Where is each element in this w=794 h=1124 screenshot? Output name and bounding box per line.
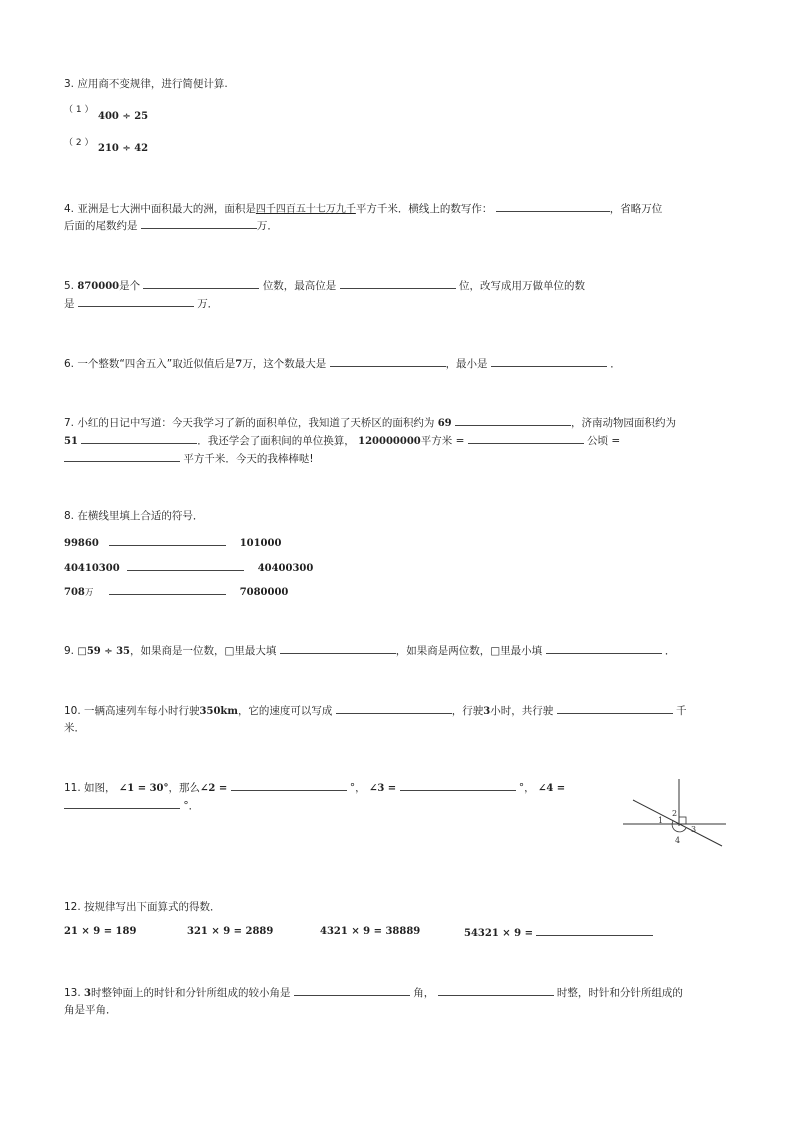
- q8-row2-left: 40410300: [64, 563, 120, 574]
- q7-blank-3[interactable]: [468, 433, 584, 444]
- q4-text-e: 万．: [256, 220, 278, 232]
- q10-blank-2[interactable]: [557, 703, 673, 714]
- q5-blank-2[interactable]: [340, 278, 456, 289]
- q6-text-a: 6. 一个整数“四舍五入”取近似值后是: [64, 358, 236, 370]
- q11-angle3-label: ∠3 =: [368, 783, 397, 794]
- q3-item1-expression: 400 ÷ 25: [98, 111, 149, 122]
- q6-blank-2[interactable]: [491, 356, 607, 367]
- q7-text-c: ．我还学会了面积间的单位换算，: [197, 435, 355, 447]
- q12-equation-4: 54321 × 9 =: [464, 928, 533, 939]
- q7-text-b: ，济南动物园面积约为: [570, 417, 676, 429]
- q7-line1: [64, 415, 676, 431]
- q4-text-a: 4. 亚洲是七大洲中面积最大的洲，面积是: [64, 203, 256, 215]
- q6-text-c: ，最小是: [445, 358, 488, 370]
- q11-angle2-label: ∠2 =: [200, 783, 228, 794]
- q10-text-a: 10. 一辆高速列车每小时行驶: [64, 705, 200, 717]
- q6-text-d: ．: [610, 358, 621, 370]
- q8-row3-unit: 万: [84, 588, 94, 598]
- q11-line1: [64, 780, 565, 796]
- q9-line: [64, 643, 675, 659]
- q12-equation-3: 4321 × 9 = 38889: [320, 926, 421, 937]
- q5-text-b: 是个: [119, 280, 141, 292]
- q6-blank-1[interactable]: [330, 356, 446, 367]
- q11-text-d: °，: [518, 782, 535, 794]
- q13-text-d: 时整，时针和分针所组成的: [556, 987, 683, 999]
- q9-expression: □59 ÷ 35: [77, 646, 130, 657]
- q8-row3-right: 7080000: [239, 587, 289, 598]
- q13-text-c: 角，: [413, 987, 435, 999]
- q7-line3: [64, 451, 314, 466]
- q11-blank-2[interactable]: [400, 780, 516, 791]
- q7-line2: [64, 433, 620, 449]
- q11-angle-figure: [618, 776, 730, 848]
- q8-row-1: [64, 535, 281, 551]
- q7-number-3: 120000000: [358, 436, 421, 447]
- q8-row1-left: 99860: [64, 538, 99, 549]
- q7-number-1: 69: [437, 418, 452, 429]
- q10-blank-1[interactable]: [336, 703, 452, 714]
- q11-line2: [64, 798, 199, 813]
- q12-equation-4-row: [464, 925, 653, 941]
- q4-underlined-number: 四千四百五十七万九千: [255, 204, 356, 215]
- q9-blank-2[interactable]: [546, 643, 662, 654]
- q4-blank-1[interactable]: [496, 201, 610, 212]
- q3-item1-number: （ 1 ）: [64, 105, 94, 115]
- q8-row3-left: 708: [64, 587, 85, 598]
- q8-row-3: [64, 584, 288, 600]
- q4-text-b: 平方千米．横线上的数写作：: [355, 203, 493, 215]
- q8-row3-blank[interactable]: [109, 584, 226, 595]
- q12-blank[interactable]: [536, 925, 653, 936]
- q5-line2: [64, 296, 218, 311]
- q12-equation-2: 321 × 9 = 2889: [187, 926, 274, 937]
- q7-text-d: 平方米 =: [420, 435, 465, 447]
- q5-line1: [64, 278, 585, 294]
- q4-blank-2[interactable]: [141, 218, 257, 229]
- q11-text-b: ，那么: [168, 782, 200, 794]
- q3-item2-expression: 210 ÷ 42: [98, 143, 149, 154]
- q9-blank-1[interactable]: [280, 643, 396, 654]
- q9-text-c: ，如果商是两位数，□里最小填: [395, 645, 543, 657]
- q12-equation-1: 21 × 9 = 189: [64, 926, 137, 937]
- q9-text-a: 9.: [64, 645, 75, 657]
- q12-title: 12. 按规律写出下面算式的得数．: [64, 901, 221, 913]
- q9-text-b: ，如果商是一位数，□里最大填: [130, 645, 277, 657]
- q6-number: 7: [235, 359, 243, 370]
- q4-line1: [64, 201, 662, 217]
- q7-blank-2[interactable]: [81, 433, 197, 444]
- q8-title: 8. 在横线里填上合适的符号．: [64, 510, 204, 522]
- q13-blank-2[interactable]: [438, 985, 554, 996]
- q3-title: 3. 应用商不变规律，进行简便计算.: [64, 78, 228, 90]
- q5-text-d: 位，改写成用万做单位的数: [459, 280, 585, 292]
- q5-text-c: 位数，最高位是: [262, 280, 337, 292]
- fig-label-4: 4: [675, 836, 681, 845]
- q11-blank-1[interactable]: [231, 780, 347, 791]
- q10-text-d: 小时，共行驶: [490, 705, 554, 717]
- q13-blank-1[interactable]: [294, 985, 410, 996]
- q11-text-f: °．: [183, 800, 200, 812]
- q5-text-a: 5.: [64, 280, 75, 292]
- q7-text-a: 7. 小红的日记中写道：今天我学习了新的面积单位，我知道了天桥区的面积约为: [64, 417, 435, 429]
- fig-label-3: 3: [691, 825, 697, 834]
- q7-blank-1[interactable]: [455, 415, 571, 426]
- q8-row1-blank[interactable]: [109, 535, 226, 546]
- q6-text-b: 万，这个数最大是: [242, 358, 327, 370]
- q10-text-c: ，行驶: [451, 705, 484, 717]
- q10-line1: [64, 703, 686, 719]
- q8-row1-right: 101000: [239, 538, 282, 549]
- q4-text-d: 后面的尾数约是: [64, 220, 138, 232]
- q11-text-c: °，: [349, 782, 366, 794]
- q13-line2: [64, 1003, 117, 1017]
- q8-row-2: [64, 560, 313, 576]
- q5-blank-3[interactable]: [78, 296, 194, 307]
- q5-blank-1[interactable]: [143, 278, 259, 289]
- q11-text-a: 11. 如图，: [64, 782, 116, 794]
- q3-item2-number: （ 2 ）: [64, 138, 94, 148]
- q10-text-b: ，它的速度可以写成: [237, 705, 333, 717]
- q7-text-f: 平方千米．今天的我棒棒哒!: [183, 453, 314, 465]
- q8-row2-right: 40400300: [257, 563, 314, 574]
- q13-text-a: 13.: [64, 987, 81, 999]
- q5-text-e: 是: [64, 298, 75, 310]
- fig-right-angle-mark: [679, 817, 686, 824]
- q10-line2: [64, 721, 85, 735]
- q5-number: 870000: [77, 281, 120, 292]
- q13-text-b: 时整钟面上的时针和分针所组成的较小角是: [91, 987, 291, 999]
- q5-text-f: 万．: [197, 298, 219, 310]
- q13-text-e: 角是平角．: [64, 1004, 117, 1016]
- q13-line1: [64, 985, 683, 1001]
- q10-text-e: 千: [675, 705, 687, 717]
- q7-text-e: 公顷 =: [587, 435, 621, 447]
- q11-blank-3[interactable]: [64, 798, 180, 809]
- q4-line2: [64, 218, 278, 233]
- q11-angle1-given: ∠1 = 30°: [118, 783, 169, 794]
- q8-row2-blank[interactable]: [127, 560, 244, 571]
- fig-label-1: 1: [658, 816, 664, 825]
- q9-text-d: ．: [664, 645, 676, 657]
- q10-hours: 3: [483, 706, 491, 717]
- q13-hour: 3: [84, 988, 92, 999]
- fig-label-2: 2: [672, 809, 678, 818]
- q10-text-f: 米．: [64, 722, 85, 734]
- q11-angle4-label: ∠4 =: [537, 783, 566, 794]
- q6-line: [64, 356, 621, 372]
- q7-blank-4[interactable]: [64, 451, 180, 462]
- q4-text-c: ，省略万位: [609, 203, 663, 215]
- q10-speed: 350km: [199, 706, 238, 717]
- q7-number-2: 51: [64, 436, 78, 447]
